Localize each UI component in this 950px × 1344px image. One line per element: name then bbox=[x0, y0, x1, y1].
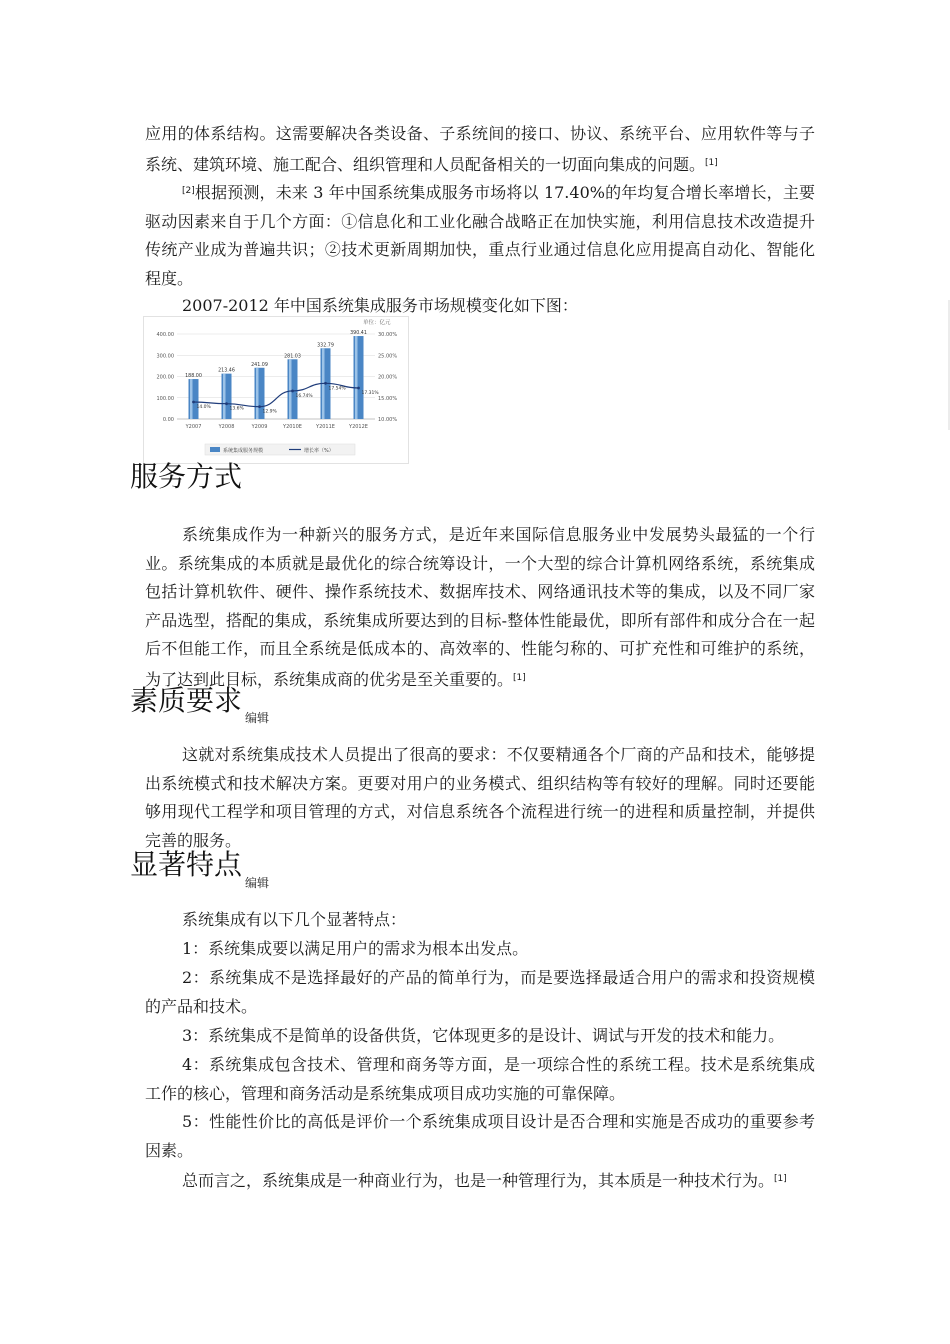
bar-highlight bbox=[256, 368, 259, 419]
bar-value-label: 213.46 bbox=[218, 368, 235, 374]
bar-value-label: 281.03 bbox=[284, 354, 301, 360]
intro-paragraph bbox=[145, 120, 815, 179]
feature-item: 2：系统集成不是选择最好的产品的简单行为，而是要选择最适合用户的需求和投资规模的产品和技术。 bbox=[145, 968, 815, 1016]
bar-value-label: 241.09 bbox=[251, 362, 268, 368]
x-tick-label: Y2009 bbox=[251, 424, 268, 430]
citation-ref[interactable]: [1] bbox=[705, 157, 718, 168]
bar-value-label: 390.41 bbox=[350, 331, 367, 337]
growth-rate-point bbox=[225, 402, 228, 405]
legend-bar-swatch bbox=[210, 447, 220, 452]
x-tick-label: Y2010E bbox=[283, 424, 302, 430]
bar-highlight bbox=[289, 359, 292, 419]
x-tick-label: Y2012E bbox=[349, 424, 368, 430]
y-right-tick-label: 15.00% bbox=[378, 395, 398, 402]
summary-text: 总而言之，系统集成是一种商业行为，也是一种管理行为，其本质是一种技术行为。 bbox=[182, 1171, 775, 1190]
chart-unit-label: 单位：亿元 bbox=[363, 320, 391, 326]
chart-svg bbox=[143, 316, 409, 464]
y-right-tick-label: 20.00% bbox=[378, 374, 398, 381]
bar-highlight bbox=[355, 336, 358, 419]
growth-rate-label: 17.31% bbox=[361, 390, 379, 396]
features-lead: 系统集成有以下几个显著特点： bbox=[182, 910, 407, 929]
bar-highlight bbox=[223, 374, 226, 419]
y-left-tick-label: 300.00 bbox=[156, 353, 174, 360]
edit-link[interactable]: 编辑 bbox=[245, 711, 270, 725]
market-size-chart bbox=[143, 316, 409, 464]
section-heading-quality: 素质要求 bbox=[130, 684, 243, 717]
service-text: 系统集成作为一种新兴的服务方式，是近年来国际信息服务业中发展势头最猛的一个行业。系统集成的本质就是最优化的综合统筹设计，一个大型的综合计算机网络系统，系统集成包括计算机软件、硬件、操作系统技术、数据库技术、网络通讯技术等的集成，以及不同厂家产品选型，搭配的集成，系统集成所要达到的目标-整体性能最优，即所有部件和成分合在一起后不但能工作，而且全系统是低成本的、高效率的、性能匀称的、可扩充性和可维护的系统，为了达到此目标，系统集成商的优劣是至关重要的。 bbox=[145, 525, 815, 689]
section-heading-features: 显著特点 bbox=[130, 848, 243, 881]
intro-text: 应用的体系结构。这需要解决各类设备、子系统间的接口、协议、系统平台、应用软件等与子系统、建筑环境、施工配合、组织管理和人员配备相关的一切面向集成的问题。 bbox=[145, 124, 815, 174]
service-paragraph bbox=[145, 521, 815, 694]
forecast-text: 根据预测，未来 3 年中国系统集成服务市场将以 17.40%的年均复合增长率增长，主要驱动因素来自于几个方面：①信息化和工业化融合战略正在加快实施，利用信息技术改造提升传统产业成为普遍共识；②技术更新周期加快，重点行业通过信息化应用提高自动化、智能化程度。 bbox=[145, 183, 815, 288]
legend-label: 系统集成服务规模 bbox=[223, 448, 264, 454]
bar-value-label: 188.00 bbox=[185, 374, 202, 380]
legend-label: 增长率（%） bbox=[304, 448, 334, 454]
feature-item: 3：系统集成不是简单的设备供货，它体现更多的是设计、调试与开发的技术和能力。 bbox=[182, 1026, 785, 1045]
growth-rate-point bbox=[258, 405, 261, 408]
section-heading-service: 服务方式 bbox=[130, 460, 243, 493]
growth-rate-point bbox=[357, 387, 360, 390]
chart-caption: 2007-2012 年中国系统集成服务市场规模变化如下图： bbox=[182, 296, 578, 315]
summary-paragraph bbox=[145, 1165, 815, 1196]
bar-highlight bbox=[190, 379, 193, 419]
feature-item: 1：系统集成要以满足用户的需求为根本出发点。 bbox=[182, 939, 529, 958]
citation-ref[interactable]: [1] bbox=[513, 672, 526, 683]
growth-rate-label: 16.74% bbox=[295, 393, 313, 399]
y-right-tick-label: 30.00% bbox=[378, 332, 398, 338]
forecast-paragraph bbox=[145, 177, 815, 293]
quality-paragraph: 这就对系统集成技术人员提出了很高的要求：不仅要精通各个厂商的产品和技术，能够提出系统模式和技术解决方案。更要对用户的业务模式、组织结构等有较好的理解。同时还要能够用现代工程学和项目管理的方式，对信息系统各个流程进行统一的进程和质量控制，并提供完善的服务。 bbox=[145, 745, 815, 850]
x-tick-label: Y2008 bbox=[218, 424, 235, 430]
growth-rate-point bbox=[192, 401, 195, 404]
y-right-tick-label: 25.00% bbox=[378, 353, 398, 360]
feature-item: 4：系统集成包含技术、管理和商务等方面，是一项综合性的系统工程。技术是系统集成工作的核心，管理和商务活动是系统集成项目成功实施的可靠保障。 bbox=[145, 1055, 815, 1103]
y-right-tick-label: 10.00% bbox=[378, 417, 398, 423]
feature-item: 5：性能性价比的高低是评价一个系统集成项目设计是否合理和实施是否成功的重要参考因素。 bbox=[145, 1112, 815, 1160]
edit-link[interactable]: 编辑 bbox=[245, 876, 270, 890]
x-tick-label: Y2011E bbox=[316, 424, 335, 430]
citation-ref[interactable]: [2] bbox=[182, 186, 195, 196]
y-left-tick-label: 400.00 bbox=[156, 332, 174, 338]
y-left-tick-label: 0.00 bbox=[162, 417, 174, 423]
bar-value-label: 332.79 bbox=[317, 343, 334, 349]
growth-rate-label: 12.9% bbox=[262, 409, 277, 415]
growth-rate-label: 13.6% bbox=[229, 406, 244, 412]
y-left-tick-label: 100.00 bbox=[156, 395, 174, 402]
growth-rate-label: 17.54% bbox=[328, 386, 346, 392]
growth-rate-point bbox=[324, 382, 327, 385]
growth-rate-point bbox=[291, 390, 294, 393]
growth-rate-label: 14.0% bbox=[196, 405, 211, 410]
y-left-tick-label: 200.00 bbox=[156, 374, 174, 381]
citation-ref[interactable]: [1] bbox=[774, 1174, 787, 1184]
x-tick-label: Y2007 bbox=[185, 424, 202, 430]
